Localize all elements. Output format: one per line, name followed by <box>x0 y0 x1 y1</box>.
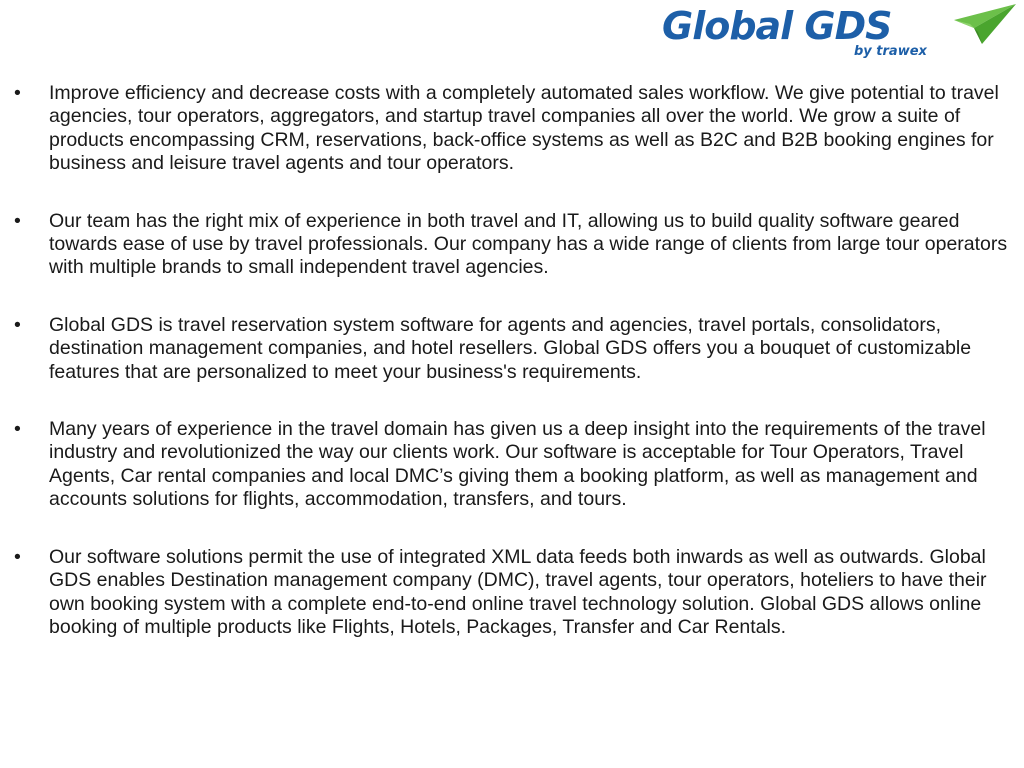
list-item <box>14 546 1012 640</box>
bullet-text: Our software solutions permit the use of integrated XML data feeds both inwards as well as outwards. Global GDS enables Destination management company (DMC), travel agents, tour operators, hoteliers to have their own booking system with a complete end-to-end online travel technology solution. Global GDS allows online booking of multiple products like Flights, Hotels, Packages, Transfer and Car Rentals. <box>49 545 987 638</box>
bullet-marker: • <box>14 545 21 568</box>
list-item <box>14 418 1012 512</box>
logo-tagline: by trawex <box>854 44 927 59</box>
bullet-text: Many years of experience in the travel domain has given us a deep insight into the requirements of the travel industry and revolutionized the way our clients work. Our software is acceptable for Tour Operators, Travel Agents, Car rental companies and local DMC’s giving them a booking platform, as well as management and accounts solutions for flights, accommodation, transfers, and tours. <box>49 418 986 511</box>
list-item <box>14 82 1012 176</box>
bullet-marker: • <box>14 82 21 104</box>
bullet-marker: • <box>14 209 21 232</box>
bullet-marker: • <box>14 313 21 336</box>
bullet-text: Improve efficiency and decrease costs with a completely automated sales workflow. We give potential to travel agencies, tour operators, aggregators, and startup travel companies all over the world. We grow a suite of products encompassing CRM, reservations, back-office systems as well as B2C and B2B booking engines for business and leisure travel agents and tour operators. <box>49 82 999 175</box>
logo-wordmark: Global GDS <box>662 4 892 48</box>
bullet-text: Our team has the right mix of experience in both travel and IT, allowing us to build quality software geared towards ease of use by travel professionals. Our company has a wide range of clients from large tour operators with multiple brands to small independent travel agencies. <box>49 209 1008 279</box>
paper-plane-icon <box>952 2 1018 48</box>
list-item <box>14 314 1012 384</box>
brand-logo <box>662 2 1024 62</box>
bullet-marker: • <box>14 418 21 441</box>
bullet-list <box>14 82 1012 673</box>
bullet-text: Global GDS is travel reservation system software for agents and agencies, travel portals, consolidators, destination management companies, and hotel resellers. Global GDS offers you a bouquet of customizable features that are personalized to meet your business's requirements. <box>49 313 972 383</box>
list-item <box>14 210 1012 280</box>
